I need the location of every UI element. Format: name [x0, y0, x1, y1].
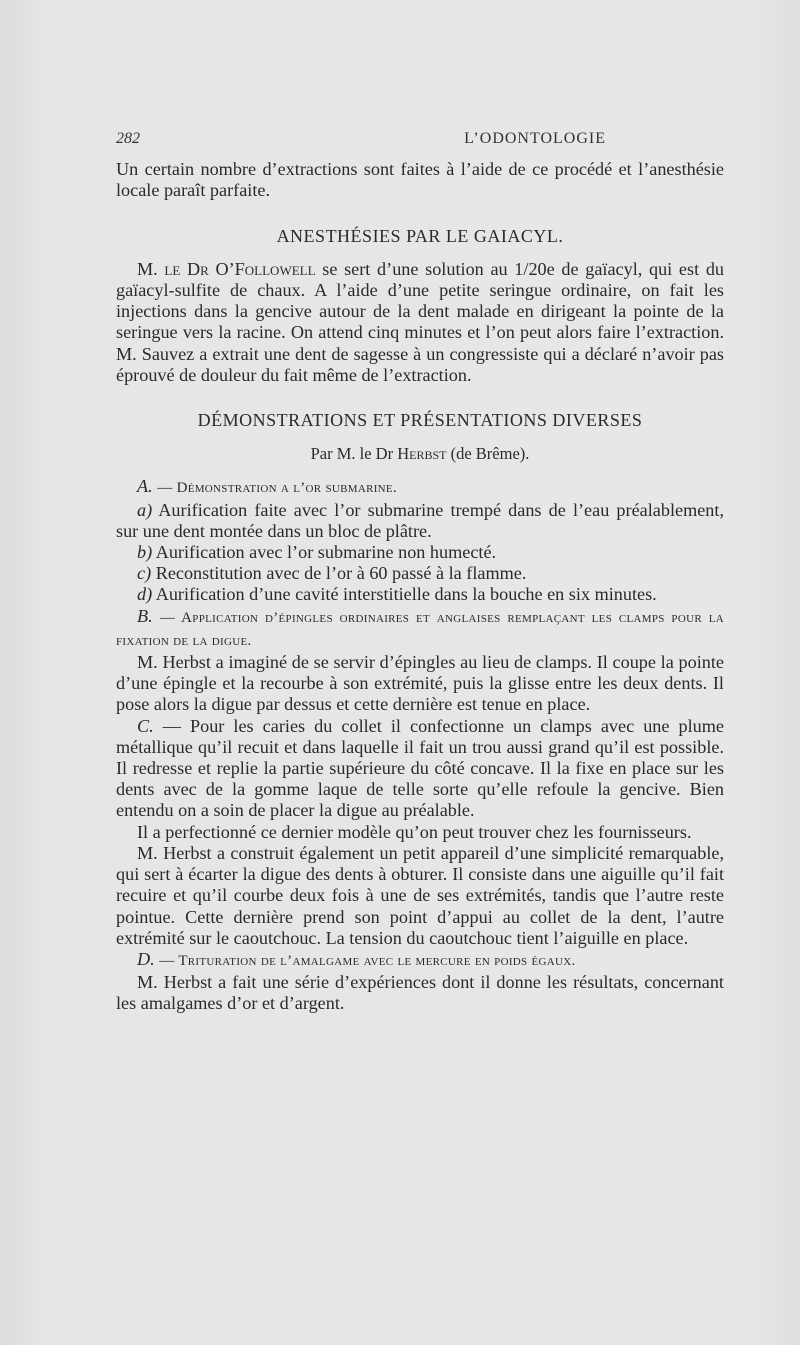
part-b-label: B.	[137, 605, 153, 626]
page-number: 282	[116, 130, 140, 147]
item-label: d)	[137, 584, 153, 605]
item-text: Aurification avec l’or submarine non humecté.	[155, 542, 497, 563]
list-item-d	[116, 584, 724, 605]
intro-paragraph: Un certain nombre d’extractions sont faites à l’aide de ce procédé et l’anesthésie locale paraît parfaite.	[116, 159, 724, 201]
item-text: Aurification faite avec l’or submarine trempé dans de l’eau préalablement, sur une dent montée dans un bloc de plâtre.	[116, 499, 724, 541]
byline-prefix: Par M. le Dr	[310, 444, 394, 464]
part-d-title: — Trituration de l’amalgame avec le mercure en poids égaux.	[159, 952, 576, 969]
item-text: Aurification d’une cavité interstitielle dans la bouche en six minutes.	[155, 584, 657, 605]
part-b-heading	[116, 606, 724, 652]
author-name: M. le Dr O’Followell	[137, 258, 316, 279]
byline-name: Herbst	[397, 444, 447, 464]
item-label: b)	[137, 542, 153, 563]
text-block	[116, 128, 724, 1015]
byline-suffix: (de Brême).	[450, 444, 530, 464]
part-d-label: D.	[137, 948, 155, 969]
part-a-title: — Démonstration a l’or submarine.	[157, 480, 397, 497]
part-c-paragraph-2: Il a perfectionné ce dernier modèle qu’on peut trouver chez les fournisseurs.	[137, 821, 692, 842]
section-title-demonstrations: DÉMONSTRATIONS ET PRÉSENTATIONS DIVERSES	[197, 410, 643, 431]
part-c-paragraph-3: M. Herbst a construit également un petit appareil d’une simplicité remarquable, qui sert à écarter la digue des dents à obturer. Il consiste dans une aiguille qu’il fait recuire et qu’il courbe deux fois à une de ses extrémités, tandis que l’autre reste pointue. Cette dernière prend son point d’appui au collet de la dent, l’autre extrémité sur le caoutchouc. La tension du caoutchouc tient l’aiguille en place.	[116, 842, 724, 948]
part-c-label: C.	[137, 715, 154, 736]
byline	[116, 443, 724, 464]
part-a-label: A.	[137, 476, 153, 497]
paragraph-gaiacyl-body: se sert d’une solution au 1/20e de gaïacyl, qui est du gaïacyl-sulfite de chaux. A l’aide d’une petite seringue ordinaire, on fait les injections dans la gencive autour de la dent malade en dirigeant la pointe de la seringue vers la racine. On attend cinq minutes et l’on peut alors faire l’extraction. M. Sauvez a extrait une dent de sagesse à un congressiste qui a déclaré n’avoir pas éprouvé de douleur du fait même de l’extraction.	[116, 258, 725, 385]
part-c-paragraph	[116, 716, 724, 822]
paragraph-gaiacyl	[116, 259, 724, 386]
part-b-paragraph: M. Herbst a imaginé de se servir d’épingles au lieu de clamps. Il coupe la pointe d’une épingle et la recourbe à son extrémité, puis la glisse entre les deux dents. Il pose alors la digue par dessus et cette dernière est tenue en place.	[116, 652, 724, 715]
section-title-anesthesies: ANESTHÉSIES PAR LE GAIACYL.	[276, 225, 564, 246]
part-a-heading	[116, 476, 724, 499]
part-b-title: — Application d’épingles ordinaires et anglaises remplaçant les clamps pour la fixation de la digue.	[116, 609, 724, 649]
page-header	[116, 128, 724, 149]
running-title: L’ODONTOLOGIE	[464, 130, 606, 147]
item-label: a)	[137, 499, 153, 520]
part-d-paragraph: M. Herbst a fait une série d’expériences dont il donne les résultats, concernant les amalgames d’or et d’argent.	[116, 972, 724, 1014]
list-item-c	[116, 563, 724, 584]
list-item-a	[116, 500, 724, 542]
item-text: Reconstitution avec de l’or à 60 passé à la flamme.	[155, 563, 527, 584]
part-d-heading	[116, 949, 724, 972]
item-label: c)	[137, 563, 152, 584]
list-item-b	[116, 542, 724, 563]
part-c-text: — Pour les caries du collet il confectionne un clamps avec une plume métallique qu’il recuit et dans laquelle il fait un trou aussi grand qu’il est possible. Il redresse et replie la partie supérieure du côté concave. Il la fixe en place sur les dents avec de la gomme laque de telle sorte qu’elle refoule la gencive. Bien entendu on a soin de placer la digue au préalable.	[116, 715, 724, 821]
